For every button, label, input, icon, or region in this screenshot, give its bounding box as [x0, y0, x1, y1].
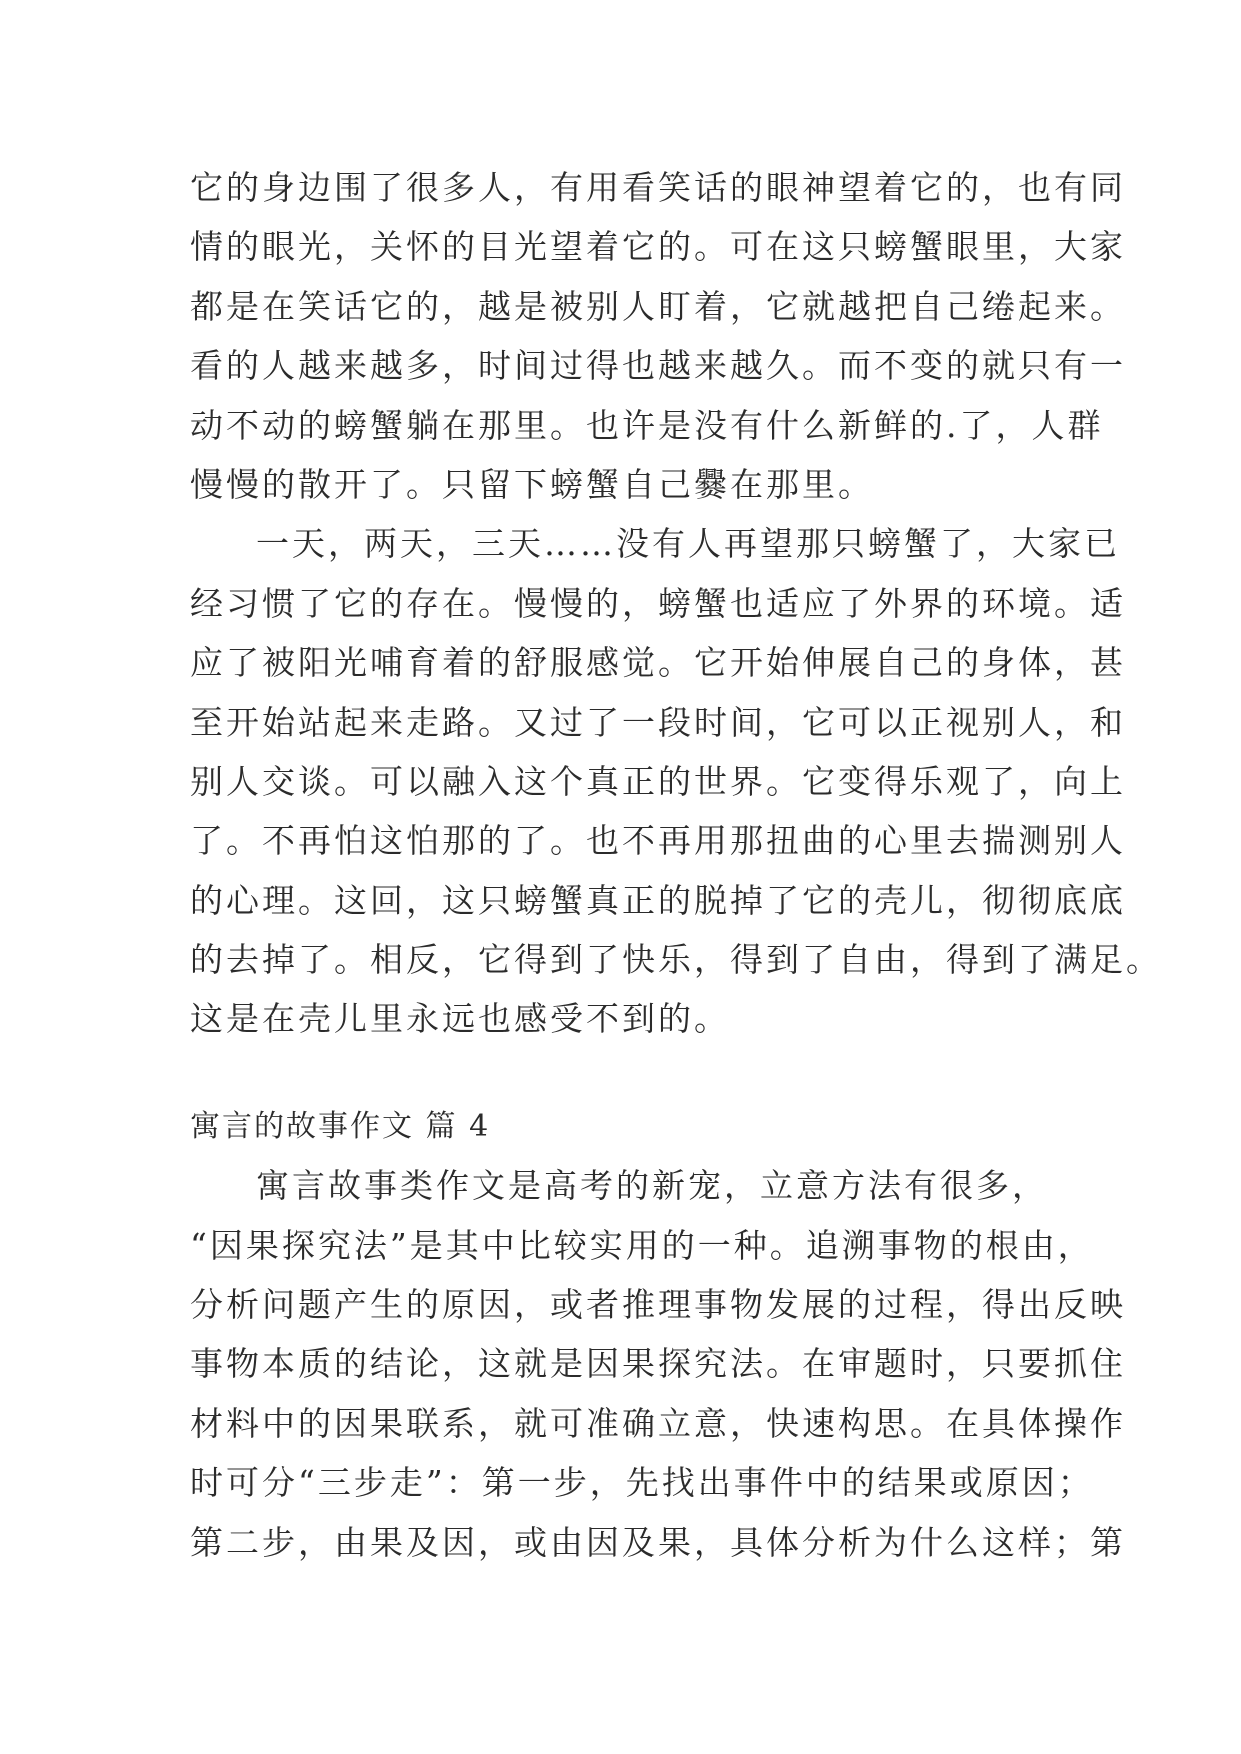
- text-line: 慢慢的散开了。只留下螃蟹自己爨在那里。: [190, 464, 874, 504]
- text-line: 应了被阳光哺育着的舒服感觉。它开始伸展自己的身体，甚: [190, 643, 1126, 683]
- text-line: 经习惯了它的存在。慢慢的，螃蟹也适应了外界的环境。适: [190, 583, 1126, 623]
- text-line: 了。不再怕这怕那的了。也不再用那扭曲的心里去揣测别人: [190, 821, 1126, 861]
- text-line: 都是在笑话它的，越是被别人盯着，它就越把自己绻起来。: [190, 286, 1126, 326]
- text-line: 第二步，由果及因，或由因及果，具体分析为什么这样；第: [190, 1522, 1126, 1562]
- section-heading: 寓言的故事作文 篇 4: [190, 1108, 491, 1144]
- text-line: 一天，两天，三天……没有人再望那只螃蟹了，大家已: [256, 524, 1120, 564]
- text-line: 它的身边围了很多人，有用看笑话的眼神望着它的，也有同: [190, 168, 1126, 207]
- text-line: 动不动的螃蟹躺在那里。也许是没有什么新鲜的.了，人群: [190, 405, 1104, 445]
- text-line: 分析问题产生的原因，或者推理事物发展的过程，得出反映: [190, 1285, 1126, 1325]
- text-line: 的去掉了。相反，它得到了快乐，得到了自由，得到了满足。: [190, 940, 1162, 980]
- section-spacer: [190, 1049, 1070, 1097]
- text-line: 看的人越来越多，时间过得也越来越久。而不变的就只有一: [190, 346, 1126, 386]
- text-line: 材料中的因果联系，就可准确立意，快速构思。在具体操作: [190, 1403, 1126, 1443]
- text-line: 时可分“三步走”：第一步，先找出事件中的结果或原因；: [190, 1463, 1094, 1503]
- text-line: 事物本质的结论，这就是因果探究法。在审题时，只要抓住: [190, 1344, 1126, 1384]
- text-line: 别人交谈。可以融入这个真正的世界。它变得乐观了，向上: [190, 761, 1126, 801]
- document-body: [190, 158, 1162, 1572]
- text-line: 情的眼光，关怀的目光望着它的。可在这只螃蟹眼里，大家: [190, 227, 1126, 267]
- text-line: 这是在壳儿里永远也感受不到的。: [190, 999, 730, 1039]
- paragraph-3: [190, 1156, 1126, 1572]
- text-line: 的心理。这回，这只螃蟹真正的脱掉了它的壳儿，彻彻底底: [190, 880, 1126, 920]
- paragraph-1: [190, 158, 1126, 514]
- text-line: 寓言故事类作文是高考的新宠，立意方法有很多，: [256, 1166, 1048, 1206]
- paragraph-2: [190, 514, 1162, 1049]
- text-line: 至开始站起来走路。又过了一段时间，它可以正视别人，和: [190, 702, 1126, 742]
- text-line: “因果探究法”是其中比较实用的一种。追溯事物的根由，: [190, 1225, 1094, 1265]
